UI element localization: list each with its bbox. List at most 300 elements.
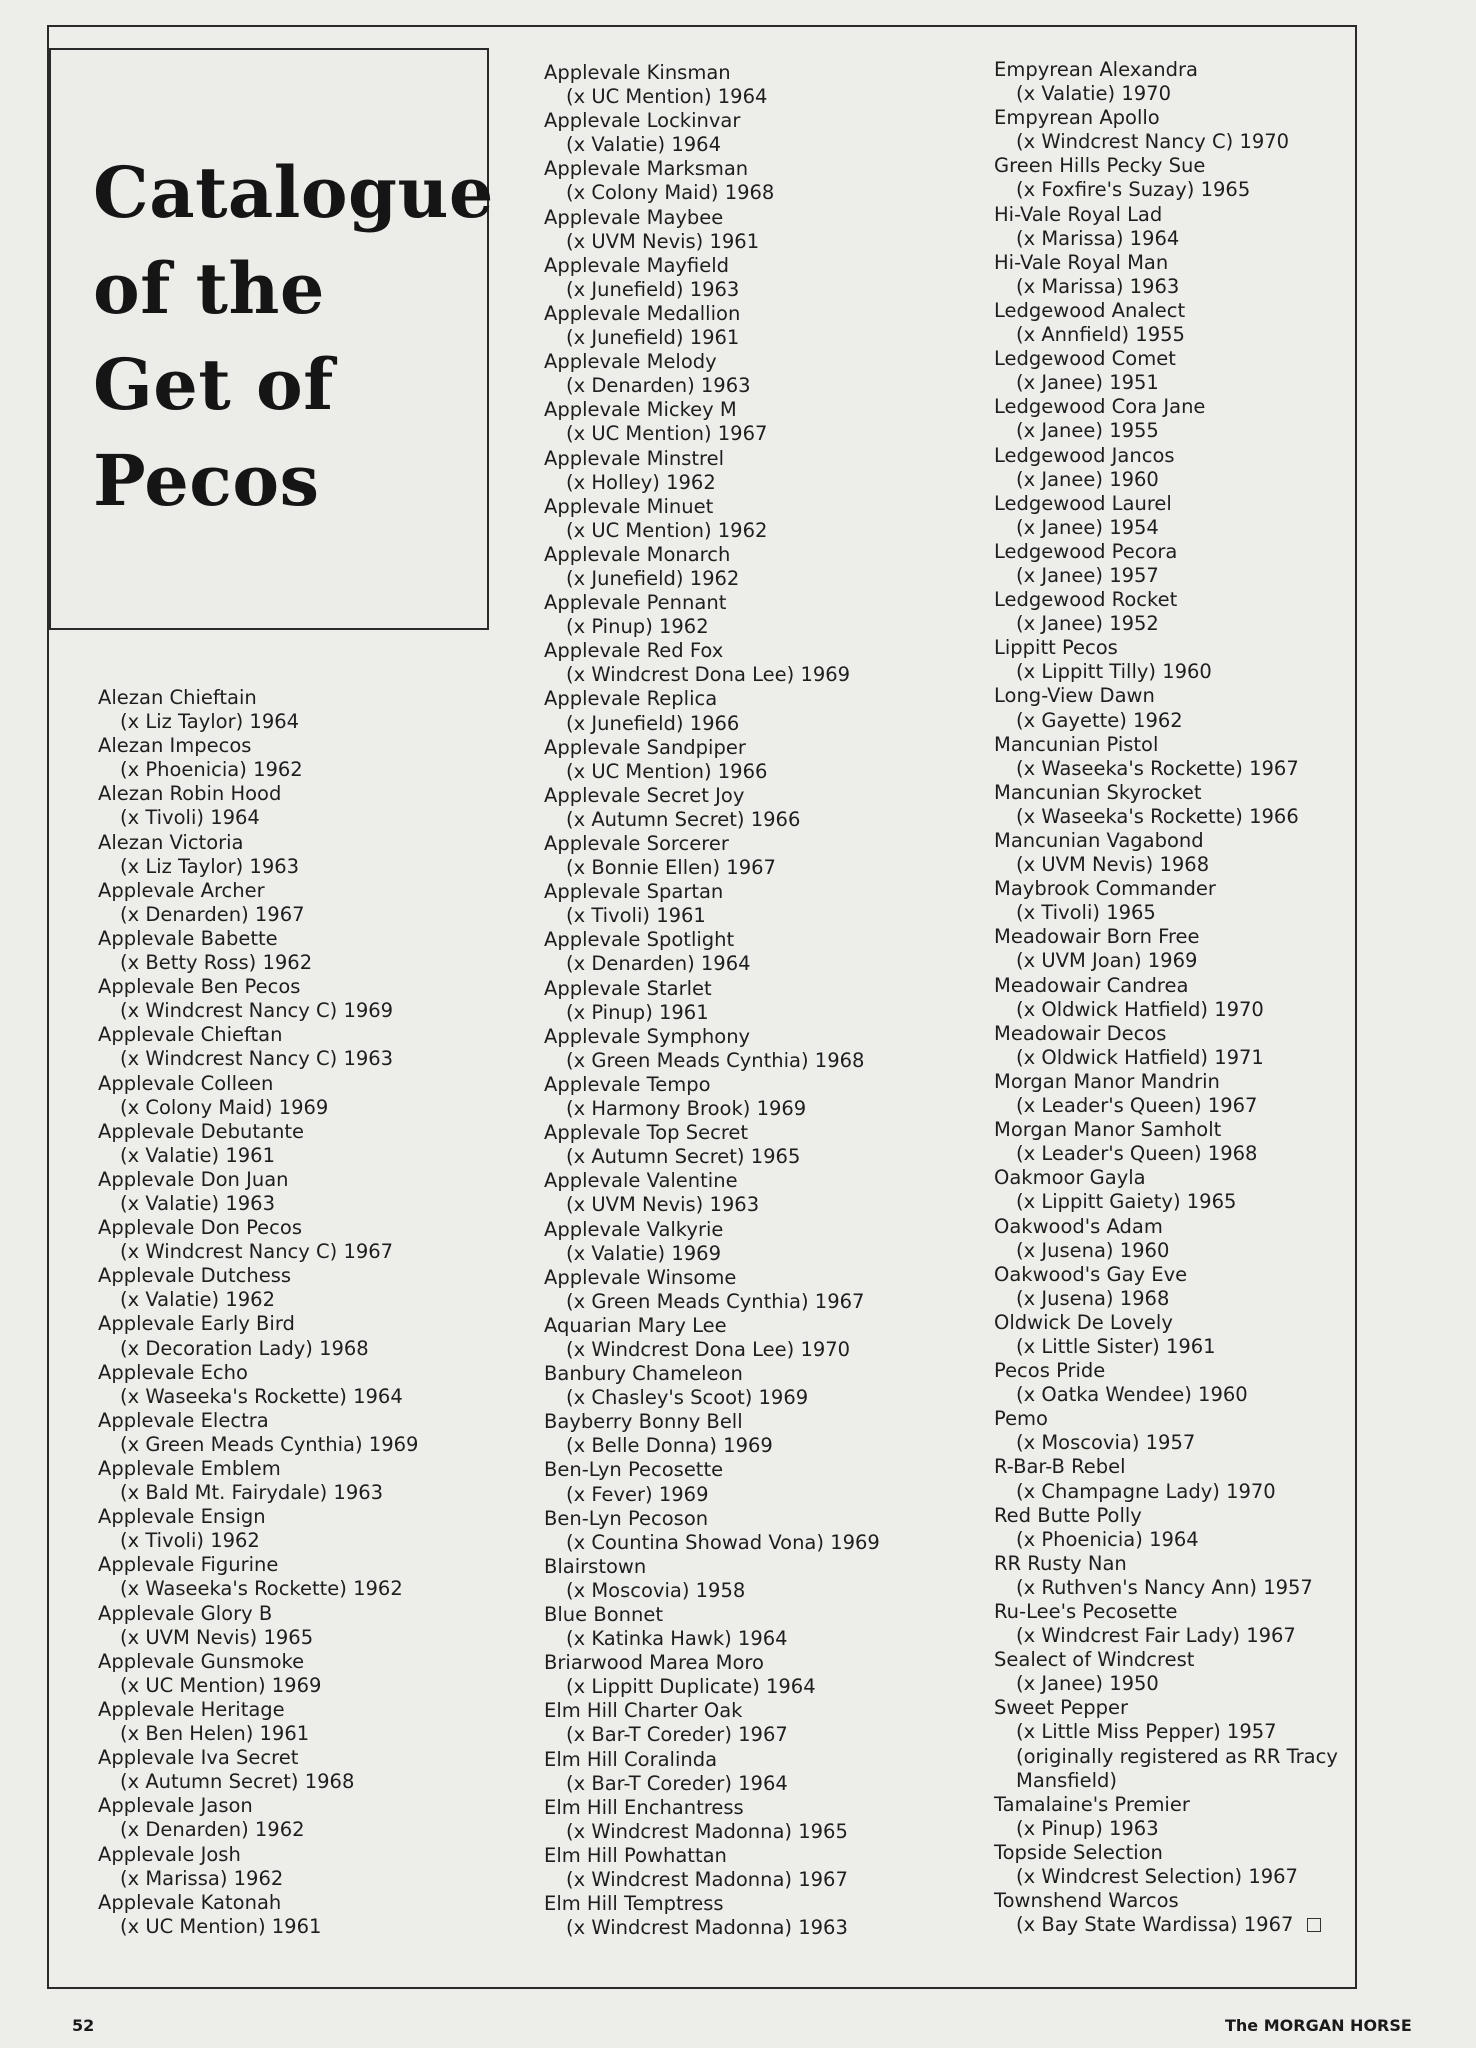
- dam-and-year-text: (x Waseeka's Rockette) 1966: [1016, 804, 1299, 828]
- horse-name: Elm Hill Temptress: [544, 1892, 724, 1916]
- horse-name: Sealect of Windcrest: [994, 1648, 1195, 1672]
- dam-and-year-text: (x Waseeka's Rockette) 1962: [120, 1577, 403, 1601]
- dam-and-year: [994, 564, 1414, 588]
- horse-name: Ledgewood Pecora: [994, 539, 1178, 563]
- dam-and-year-text: (x UVM Nevis) 1968: [1016, 853, 1210, 877]
- catalogue-title: [93, 145, 493, 529]
- dam-and-year-text: (x Tivoli) 1964: [120, 806, 260, 830]
- catalogue-entry: [994, 251, 1414, 299]
- dam-and-year-text: (x UVM Nevis) 1963: [566, 1193, 760, 1217]
- horse-name: Morgan Manor Samholt: [994, 1118, 1222, 1142]
- dam-and-year-text: (x Janee) 1955: [1016, 419, 1159, 443]
- horse-name: Applevale Electra: [98, 1408, 269, 1432]
- dam-and-year: [544, 1338, 964, 1362]
- horse-name: Applevale Winsome: [544, 1265, 737, 1289]
- horse-name: Applevale Figurine: [98, 1553, 279, 1577]
- dam-and-year-text: (x Valatie) 1970: [1016, 82, 1171, 106]
- dam-and-year: [98, 951, 518, 975]
- catalogue-entry: [544, 880, 964, 928]
- dam-and-year-text: (x Betty Ross) 1962: [120, 951, 313, 975]
- catalogue-entry: [544, 591, 964, 639]
- horse-name: Applevale Gunsmoke: [98, 1649, 305, 1673]
- catalogue-entry: [544, 495, 964, 543]
- dam-and-year-text: (x Janee) 1952: [1016, 612, 1159, 636]
- dam-and-year: [544, 1001, 964, 1025]
- dam-and-year: [98, 1674, 518, 1698]
- dam-and-year-text: (x Leader's Queen) 1967: [1016, 1094, 1258, 1118]
- dam-and-year-text: (x Autumn Secret) 1966: [566, 807, 801, 831]
- dam-and-year: [98, 710, 518, 734]
- catalogue-entry: [994, 588, 1414, 636]
- dam-and-year: [98, 1385, 518, 1409]
- catalogue-entry: [98, 1264, 518, 1312]
- catalogue-entry: [544, 398, 964, 446]
- catalogue-entry: [544, 1025, 964, 1073]
- dam-and-year-text: (x UC Mention) 1964: [566, 85, 768, 109]
- horse-name: Empyrean Apollo: [994, 106, 1160, 130]
- horse-name: Mancunian Pistol: [994, 732, 1159, 756]
- dam-and-year-text: (x Gayette) 1962: [1016, 708, 1183, 732]
- horse-name: Sweet Pepper: [994, 1696, 1128, 1720]
- horse-name: Applevale Valkyrie: [544, 1217, 724, 1241]
- horse-name: Applevale Secret Joy: [544, 783, 745, 807]
- horse-name: Applevale Melody: [544, 350, 717, 374]
- end-mark-icon: [1307, 1918, 1321, 1932]
- dam-and-year-text: (x Windcrest Dona Lee) 1970: [566, 1337, 851, 1361]
- dam-and-year: [994, 1287, 1414, 1311]
- dam-and-year: [994, 1624, 1414, 1648]
- horse-name: Elm Hill Coralinda: [544, 1747, 718, 1771]
- horse-name: Applevale Minstrel: [544, 446, 725, 470]
- dam-and-year: [994, 1094, 1414, 1118]
- dam-and-year-text: (x Liz Taylor) 1963: [120, 854, 300, 878]
- title-line: Catalogue: [93, 151, 494, 234]
- horse-name: Elm Hill Charter Oak: [544, 1699, 743, 1723]
- dam-and-year-text: (x UC Mention) 1961: [120, 1914, 322, 1938]
- dam-and-year-text: (x Junefield) 1961: [566, 326, 740, 350]
- dam-and-year-text: (x Pinup) 1962: [566, 615, 709, 639]
- dam-and-year: [994, 371, 1414, 395]
- horse-name: Elm Hill Enchantress: [544, 1795, 744, 1819]
- dam-and-year-text: (x Bald Mt. Fairydale) 1963: [120, 1481, 384, 1505]
- dam-and-year: [98, 806, 518, 830]
- dam-and-year-text: (x Harmony Brook) 1969: [566, 1097, 807, 1121]
- catalogue-entry: [98, 1312, 518, 1360]
- catalogue-entry: [98, 1794, 518, 1842]
- horse-name: Topside Selection: [994, 1840, 1163, 1864]
- horse-name: Oldwick De Lovely: [994, 1310, 1173, 1334]
- dam-and-year: [994, 1335, 1414, 1359]
- catalogue-entry: [544, 832, 964, 880]
- dam-and-year-text: (x Little Miss Pepper) 1957: [1016, 1720, 1277, 1744]
- horse-name: Applevale Don Pecos: [98, 1216, 302, 1240]
- dam-and-year-text: (x Junefield) 1963: [566, 277, 740, 301]
- catalogue-entry: [98, 927, 518, 975]
- horse-name: Applevale Josh: [98, 1842, 241, 1866]
- horse-name: Applevale Symphony: [544, 1024, 751, 1048]
- catalogue-entry: [544, 1073, 964, 1121]
- horse-name: Ledgewood Comet: [994, 347, 1176, 371]
- catalogue-entry: [98, 975, 518, 1023]
- dam-and-year-text: (x UC Mention) 1967: [566, 422, 768, 446]
- horse-name: Ledgewood Analect: [994, 298, 1186, 322]
- catalogue-entry: [98, 1072, 518, 1120]
- dam-and-year-text: (x Oatka Wendee) 1960: [1016, 1383, 1248, 1407]
- horse-name: Meadowair Born Free: [994, 925, 1200, 949]
- dam-and-year: [544, 1916, 964, 1940]
- dam-and-year: [98, 758, 518, 782]
- dam-and-year-text: (x Janee) 1957: [1016, 563, 1159, 587]
- catalogue-entry: [98, 1168, 518, 1216]
- catalogue-entry: [544, 206, 964, 254]
- catalogue-entry: [994, 395, 1414, 443]
- dam-and-year-text: (x Windcrest Madonna) 1963: [566, 1916, 848, 1940]
- dam-and-year: [994, 419, 1414, 443]
- dam-and-year-text: (x Fever) 1969: [566, 1482, 709, 1506]
- catalogue-entry: [544, 350, 964, 398]
- catalogue-entry: [994, 299, 1414, 347]
- horse-name: Applevale Dutchess: [98, 1264, 292, 1288]
- horse-name: Applevale Mayfield: [544, 253, 730, 277]
- catalogue-entry: [544, 109, 964, 157]
- dam-and-year-text: (x Katinka Hawk) 1964: [566, 1627, 788, 1651]
- catalogue-entry: [544, 1555, 964, 1603]
- title-line: Pecos: [93, 439, 320, 522]
- dam-and-year: [544, 1242, 964, 1266]
- horse-name: Applevale Medallion: [544, 301, 741, 325]
- dam-and-year-text: (x Colony Maid) 1968: [566, 181, 775, 205]
- dam-and-year-text: (x Valatie) 1962: [120, 1288, 275, 1312]
- dam-and-year-text: (x Waseeka's Rockette) 1964: [120, 1384, 403, 1408]
- dam-and-year: [544, 856, 964, 880]
- horse-name: Oakwood's Adam: [994, 1214, 1163, 1238]
- dam-and-year: [994, 82, 1414, 106]
- dam-and-year-text: (x Oldwick Hatfield) 1970: [1016, 997, 1264, 1021]
- dam-and-year-text: (x UVM Nevis) 1961: [566, 229, 760, 253]
- catalogue-entry: [994, 1841, 1414, 1889]
- horse-name: Bayberry Bonny Bell: [544, 1410, 743, 1434]
- dam-and-year: [544, 471, 964, 495]
- dam-and-year-text: (x Denarden) 1964: [566, 952, 751, 976]
- catalogue-entry: [98, 1457, 518, 1505]
- horse-name: Mancunian Skyrocket: [994, 780, 1202, 804]
- catalogue-entry: [994, 925, 1414, 973]
- horse-name: Blue Bonnet: [544, 1603, 664, 1626]
- dam-and-year-text: (x Junefield) 1966: [566, 711, 740, 735]
- horse-name: Hi-Vale Royal Man: [994, 250, 1169, 274]
- catalogue-entry: [544, 1458, 964, 1506]
- dam-and-year-text: (x Green Meads Cynthia) 1967: [566, 1289, 865, 1313]
- dam-and-year-text: (x Leader's Queen) 1968: [1016, 1142, 1258, 1166]
- horse-name: Tamalaine's Premier: [994, 1792, 1190, 1816]
- dam-and-year: [994, 1720, 1414, 1744]
- dam-and-year-text: (x Belle Donna) 1969: [566, 1434, 773, 1458]
- dam-and-year-text: (x Moscovia) 1958: [566, 1578, 746, 1602]
- dam-and-year: [994, 1672, 1414, 1696]
- dam-and-year: [994, 949, 1414, 973]
- dam-and-year-text: (x Ruthven's Nancy Ann) 1957: [1016, 1575, 1313, 1599]
- catalogue-entry: [544, 736, 964, 784]
- catalogue-entry: [994, 1215, 1414, 1263]
- dam-and-year: [98, 1144, 518, 1168]
- catalogue-entry: [994, 1889, 1414, 1937]
- dam-and-year-text: (x Oldwick Hatfield) 1971: [1016, 1045, 1264, 1069]
- dam-and-year-text: (x Janee) 1951: [1016, 371, 1159, 395]
- catalogue-entry: [544, 254, 964, 302]
- dam-and-year-text: (x Jusena) 1968: [1016, 1286, 1170, 1310]
- title-line: of the: [93, 247, 325, 330]
- dam-and-year: [98, 1337, 518, 1361]
- dam-and-year: [98, 1722, 518, 1746]
- catalogue-entry: [544, 1218, 964, 1266]
- catalogue-entry: [994, 781, 1414, 829]
- dam-and-year: [98, 1915, 518, 1939]
- dam-and-year-text: (x Pinup) 1963: [1016, 1816, 1159, 1840]
- dam-and-year-text: (x Windcrest Madonna) 1967: [566, 1868, 848, 1892]
- dam-and-year-text: (x Valatie) 1963: [120, 1191, 275, 1215]
- horse-name: Applevale Katonah: [98, 1890, 282, 1914]
- horse-name: RR Rusty Nan: [994, 1551, 1127, 1575]
- dam-and-year-text: (x Phoenicia) 1964: [1016, 1527, 1199, 1551]
- dam-and-year-text: (x Autumn Secret) 1965: [566, 1145, 801, 1169]
- catalogue-entry: [544, 1507, 964, 1555]
- catalogue-entry: [98, 1216, 518, 1264]
- dam-and-year: [98, 1867, 518, 1891]
- dam-and-year: [98, 1818, 518, 1842]
- catalogue-entry: [98, 1650, 518, 1698]
- catalogue-entry: [544, 977, 964, 1025]
- dam-and-year-text: (x Janee) 1950: [1016, 1672, 1159, 1696]
- dam-and-year: [994, 660, 1414, 684]
- catalogue-entry: [994, 974, 1414, 1022]
- dam-and-year: [544, 1434, 964, 1458]
- dam-and-year-text: (x UC Mention) 1969: [120, 1673, 322, 1697]
- dam-and-year: [994, 757, 1414, 781]
- title-line: Get of: [93, 343, 334, 426]
- dam-and-year-text: (x UVM Nevis) 1965: [120, 1625, 314, 1649]
- dam-and-year-text: (x Bay State Wardissa) 1967: [1016, 1913, 1294, 1937]
- dam-and-year: [544, 1145, 964, 1169]
- dam-and-year-text: (x Janee) 1954: [1016, 515, 1159, 539]
- dam-and-year: [544, 278, 964, 302]
- dam-and-year-text: (x Bar-T Coreder) 1964: [566, 1771, 788, 1795]
- catalogue-entry: [544, 447, 964, 495]
- horse-name: Alezan Victoria: [98, 830, 244, 854]
- catalogue-entry: [98, 1120, 518, 1168]
- dam-and-year: [544, 133, 964, 157]
- horse-name: Blairstown: [544, 1554, 647, 1578]
- dam-and-year-text: (x Champagne Lady) 1970: [1016, 1479, 1276, 1503]
- catalogue-column-1: [98, 686, 518, 1939]
- horse-name: Ledgewood Cora Jane: [994, 395, 1206, 419]
- horse-name: Applevale Pennant: [544, 591, 727, 615]
- catalogue-entry: [994, 106, 1414, 154]
- dam-and-year-text: (x Junefield) 1962: [566, 566, 740, 590]
- horse-name: Applevale Top Secret: [544, 1121, 749, 1145]
- dam-and-year: [544, 422, 964, 446]
- dam-and-year: [994, 178, 1414, 202]
- dam-and-year: [98, 1240, 518, 1264]
- horse-name: Ben-Lyn Pecoson: [544, 1506, 709, 1530]
- catalogue-entry: [544, 1314, 964, 1362]
- dam-and-year: [994, 805, 1414, 829]
- dam-and-year: [994, 275, 1414, 299]
- catalogue-entry: [98, 734, 518, 782]
- horse-name: Applevale Ben Pecos: [98, 975, 301, 999]
- horse-name: Oakmoor Gayla: [994, 1166, 1146, 1190]
- dam-and-year-text: (x Green Meads Cynthia) 1969: [120, 1432, 419, 1456]
- horse-name: Applevale Iva Secret: [98, 1746, 299, 1770]
- catalogue-entry: [994, 492, 1414, 540]
- catalogue-entry: [544, 1410, 964, 1458]
- dam-and-year: [98, 1433, 518, 1457]
- horse-name: Ledgewood Jancos: [994, 443, 1175, 467]
- dam-and-year: [994, 1480, 1414, 1504]
- dam-and-year: [994, 901, 1414, 925]
- dam-and-year-text: (x UC Mention) 1962: [566, 518, 768, 542]
- dam-and-year: [994, 612, 1414, 636]
- page-number: 52: [72, 2016, 95, 2035]
- dam-and-year-text: (x Jusena) 1960: [1016, 1238, 1170, 1262]
- dam-and-year-text: (x Liz Taylor) 1964: [120, 710, 300, 734]
- horse-name: Ledgewood Rocket: [994, 588, 1178, 612]
- dam-and-year-text: (x Green Meads Cynthia) 1968: [566, 1048, 865, 1072]
- dam-and-year-text: (x Denarden) 1963: [566, 374, 751, 398]
- catalogue-entry: [544, 1651, 964, 1699]
- catalogue-entry: [98, 831, 518, 879]
- horse-name: R-Bar-B Rebel: [994, 1455, 1126, 1479]
- dam-and-year-text: (x Moscovia) 1957: [1016, 1431, 1196, 1455]
- catalogue-entry: [994, 1070, 1414, 1118]
- dam-and-year: [544, 1820, 964, 1844]
- catalogue-entry: [544, 1121, 964, 1169]
- horse-name: Applevale Red Fox: [544, 639, 724, 663]
- dam-and-year: [544, 808, 964, 832]
- catalogue-entry: [98, 879, 518, 927]
- dam-and-year-text: (x Janee) 1960: [1016, 467, 1159, 491]
- dam-and-year-text: (x Marissa) 1962: [120, 1866, 284, 1890]
- dam-and-year-text: (x Marissa) 1964: [1016, 226, 1180, 250]
- catalogue-entry: [98, 1746, 518, 1794]
- catalogue-entry: [994, 1022, 1414, 1070]
- dam-and-year: [994, 853, 1414, 877]
- dam-and-year-text: (x Colony Maid) 1969: [120, 1095, 329, 1119]
- dam-and-year: [544, 1675, 964, 1699]
- dam-and-year: [98, 1096, 518, 1120]
- horse-name: Townshend Warcos: [994, 1889, 1179, 1913]
- catalogue-entry: [544, 302, 964, 350]
- dam-and-year-text: (x Windcrest Nancy C) 1967: [120, 1240, 394, 1264]
- catalogue-entry: [994, 1696, 1414, 1792]
- dam-and-year: [994, 1913, 1414, 1937]
- horse-name: Applevale Minuet: [544, 494, 714, 518]
- horse-name: Applevale Replica: [544, 687, 718, 711]
- catalogue-entry: [544, 1748, 964, 1796]
- horse-name: Green Hills Pecky Sue: [994, 154, 1206, 178]
- dam-and-year: [544, 663, 964, 687]
- horse-name: Applevale Glory B: [98, 1601, 273, 1625]
- dam-and-year: [994, 1383, 1414, 1407]
- horse-name: Applevale Colleen: [98, 1071, 274, 1095]
- catalogue-column-2: [544, 61, 964, 1940]
- dam-and-year: [544, 1290, 964, 1314]
- catalogue-entry: [994, 444, 1414, 492]
- catalogue-entry: [994, 636, 1414, 684]
- dam-and-year: [994, 1528, 1414, 1552]
- catalogue-entry: [544, 1603, 964, 1651]
- dam-and-year-text: (x Valatie) 1969: [566, 1241, 721, 1265]
- dam-and-year: [98, 1481, 518, 1505]
- horse-name: Applevale Sorcerer: [544, 832, 729, 855]
- dam-and-year: [98, 1529, 518, 1553]
- dam-and-year: [544, 1483, 964, 1507]
- dam-and-year: [994, 1046, 1414, 1070]
- dam-and-year: [994, 1576, 1414, 1600]
- catalogue-entry: [994, 1600, 1414, 1648]
- horse-name: Empyrean Alexandra: [994, 58, 1198, 81]
- catalogue-entry: [544, 928, 964, 976]
- horse-name: Applevale Archer: [98, 878, 265, 902]
- dam-and-year-text: (x Lippitt Gaiety) 1965: [1016, 1190, 1237, 1214]
- catalogue-entry: [98, 1602, 518, 1650]
- catalogue-entry: [994, 1455, 1414, 1503]
- horse-name: Meadowair Decos: [994, 1021, 1167, 1045]
- horse-name: Applevale Marksman: [544, 157, 749, 181]
- dam-and-year-text: (x Annfield) 1955: [1016, 323, 1185, 347]
- catalogue-entry: [544, 1796, 964, 1844]
- horse-name: Applevale Jason: [98, 1794, 253, 1818]
- horse-name: Applevale Ensign: [98, 1505, 266, 1529]
- horse-name: Applevale Heritage: [98, 1697, 285, 1721]
- dam-and-year-text: (x Holley) 1962: [566, 470, 716, 494]
- dam-and-year: [544, 1868, 964, 1892]
- dam-and-year: [544, 904, 964, 928]
- catalogue-entry: [994, 877, 1414, 925]
- dam-and-year-text: (x Little Sister) 1961: [1016, 1334, 1216, 1358]
- dam-and-year: [544, 374, 964, 398]
- dam-and-year-text: (x Windcrest Fair Lady) 1967: [1016, 1624, 1296, 1648]
- horse-name: Applevale Maybee: [544, 205, 724, 229]
- horse-name: Morgan Manor Mandrin: [994, 1069, 1220, 1093]
- catalogue-entry: [994, 684, 1414, 732]
- catalogue-entry: [994, 1311, 1414, 1359]
- dam-and-year-text: (x Tivoli) 1961: [566, 904, 706, 928]
- catalogue-entry: [994, 347, 1414, 395]
- catalogue-entry: [544, 61, 964, 109]
- catalogue-entry: [994, 733, 1414, 781]
- dam-and-year: [994, 1190, 1414, 1214]
- dam-and-year-text: (x Tivoli) 1962: [120, 1529, 260, 1553]
- dam-and-year-text: (x Windcrest Nancy C) 1963: [120, 1047, 394, 1071]
- dam-and-year-text: (x Windcrest Madonna) 1965: [566, 1819, 848, 1843]
- horse-name: Oakwood's Gay Eve: [994, 1262, 1188, 1286]
- horse-name: Applevale Spotlight: [544, 928, 735, 952]
- dam-and-year: [994, 1865, 1414, 1889]
- horse-name: Applevale Lockinvar: [544, 109, 741, 133]
- dam-and-year-text: (x UC Mention) 1966: [566, 759, 768, 783]
- horse-name: Alezan Robin Hood: [98, 782, 282, 806]
- horse-name: Hi-Vale Royal Lad: [994, 202, 1163, 226]
- horse-name: Lippitt Pecos: [994, 636, 1118, 660]
- dam-and-year-text: (x Foxfire's Suzay) 1965: [1016, 178, 1251, 202]
- dam-and-year: [98, 1047, 518, 1071]
- dam-and-year-text: (x Bonnie Ellen) 1967: [566, 856, 776, 880]
- horse-name: Applevale Starlet: [544, 976, 712, 1000]
- dam-and-year-text: (x Windcrest Nancy C) 1970: [1016, 130, 1290, 154]
- horse-name: Applevale Don Juan: [98, 1167, 289, 1191]
- dam-and-year-text: (x Windcrest Selection) 1967: [1016, 1865, 1298, 1889]
- catalogue-entry: [98, 1698, 518, 1746]
